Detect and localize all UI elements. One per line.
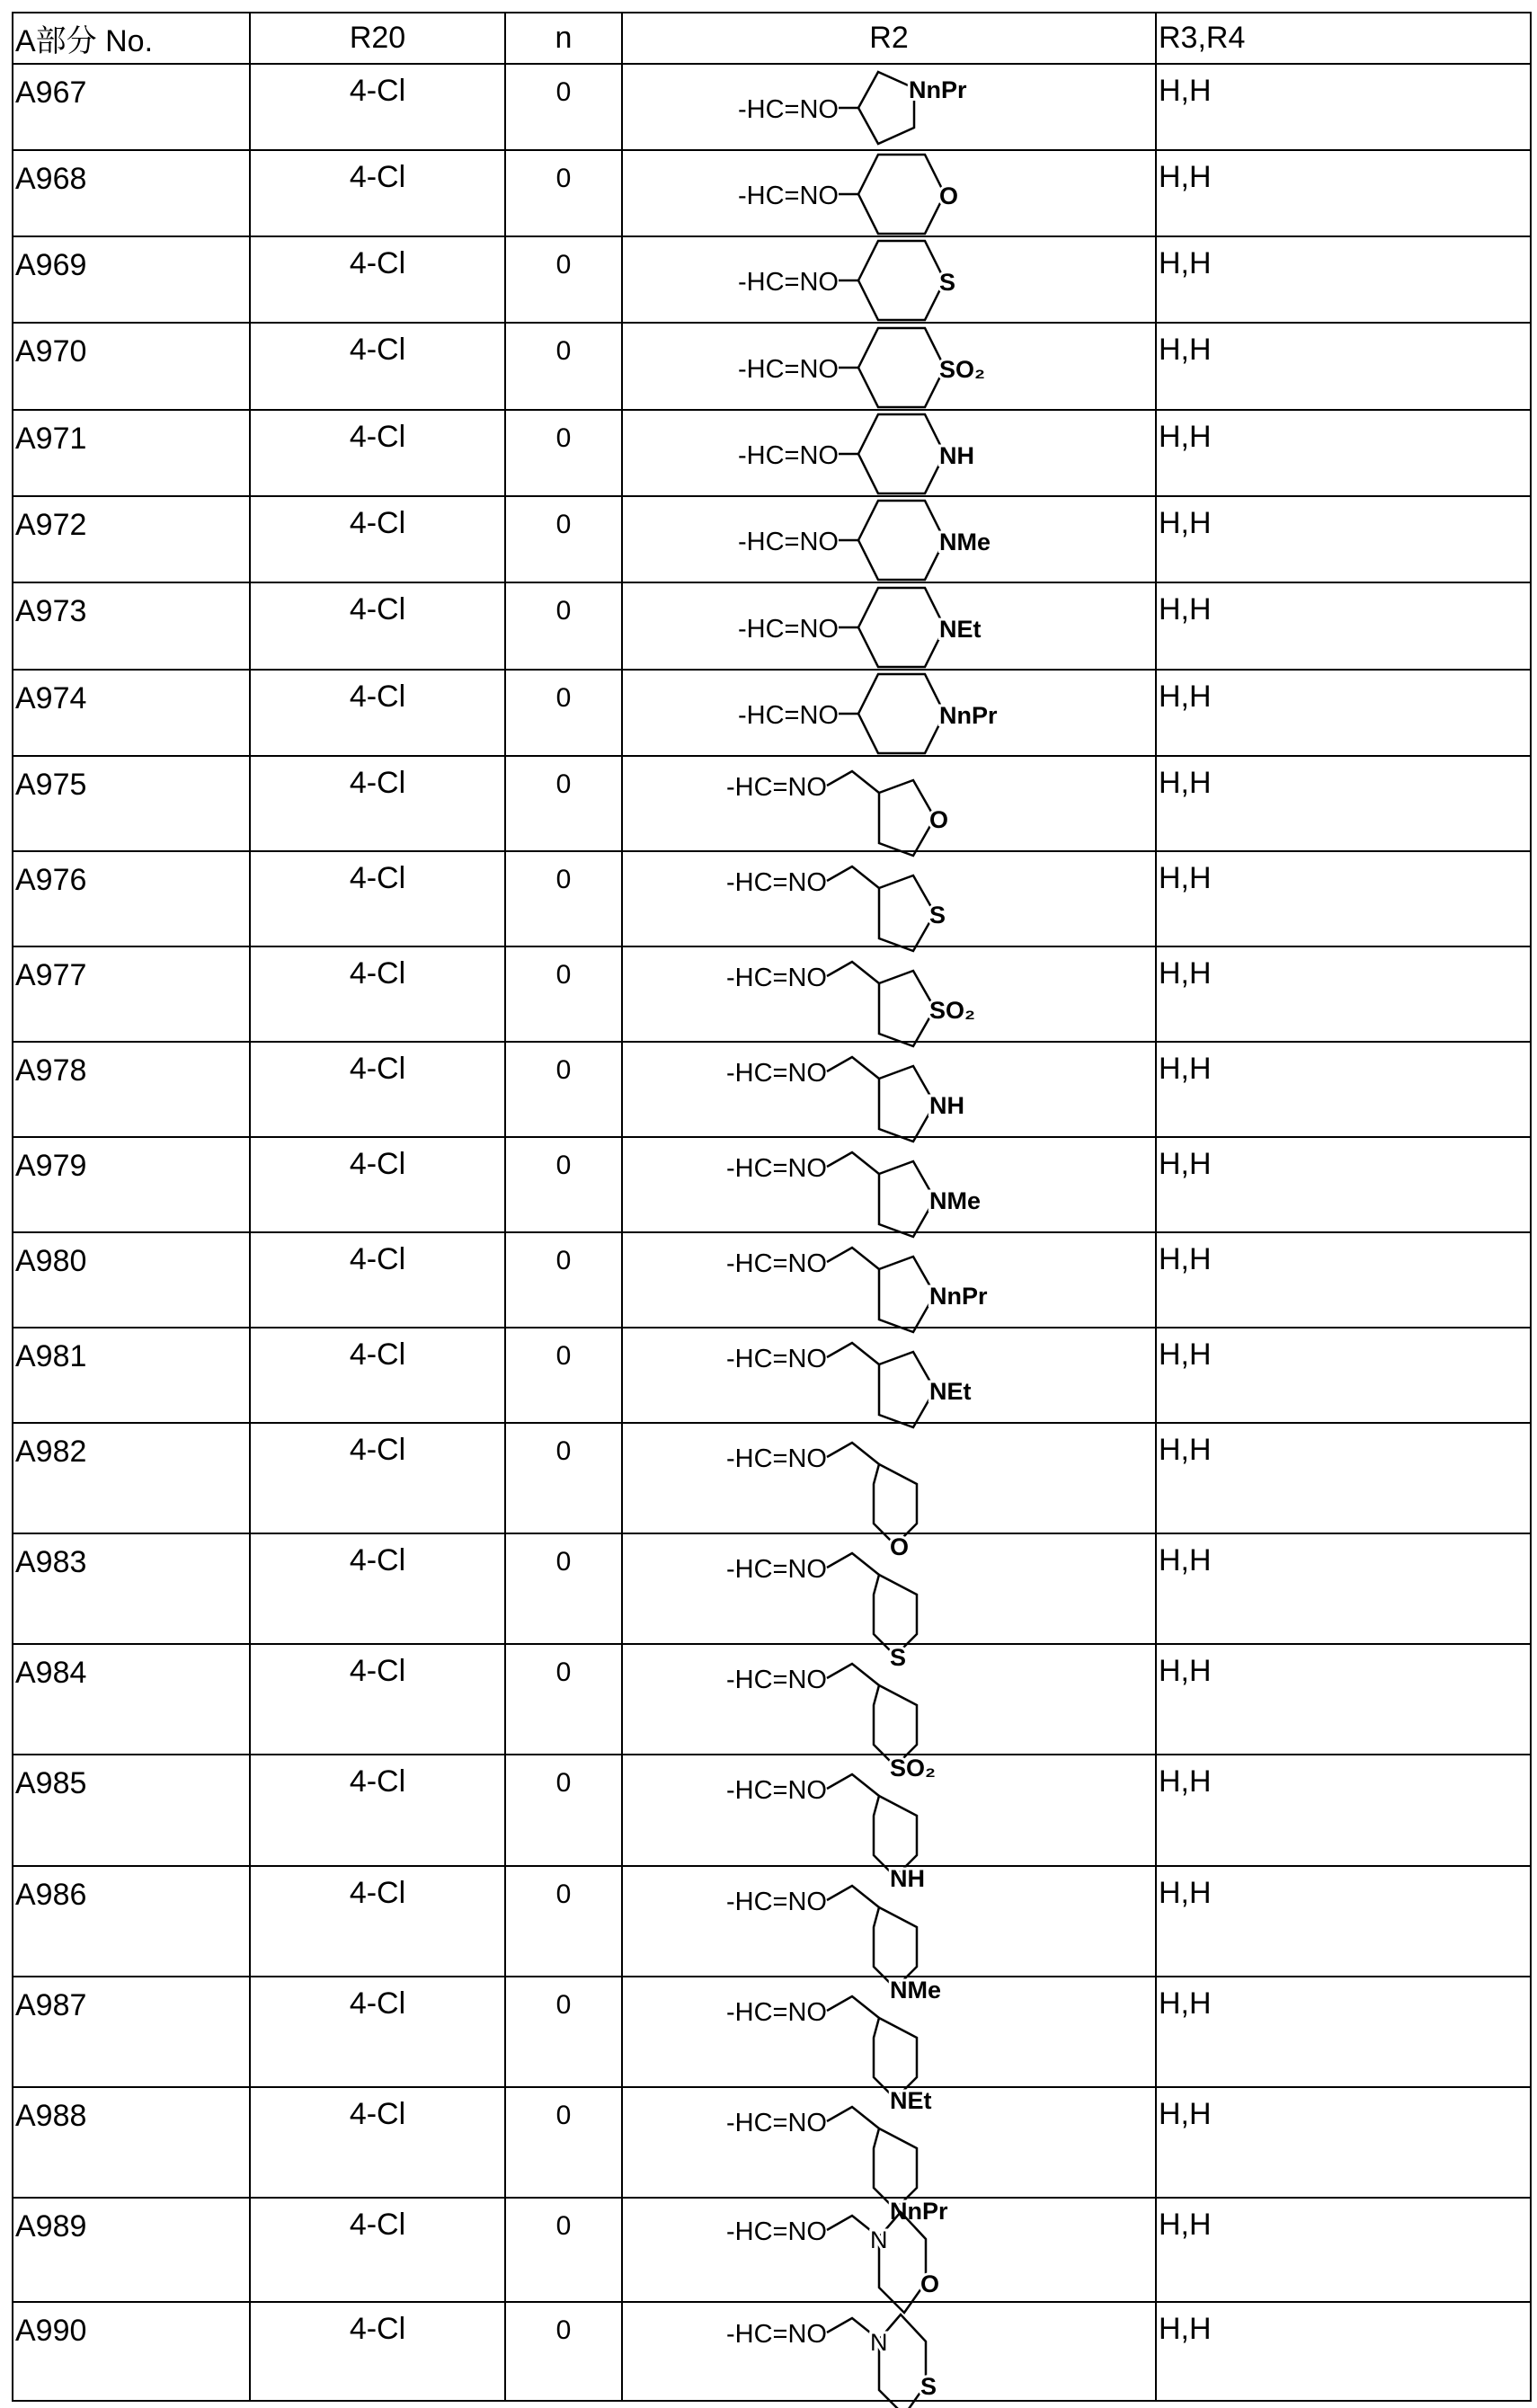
r20-value: 4-Cl [250,1328,505,1423]
oxime-prefix: -HC=NO [738,528,839,556]
r20-value: 4-Cl [250,670,505,756]
table-row [13,1644,1531,1755]
r20-value: 4-Cl [250,1232,505,1328]
ring-bonds [858,414,945,493]
compound-no: A971 [13,410,250,496]
table-row [13,2198,1531,2302]
r20-value: 4-Cl [250,1755,505,1866]
compound-no: A981 [13,1328,250,1423]
ring-bonds [858,674,945,753]
header-r3-r4: R3,R4 [1156,13,1531,64]
heteroatom-label: NMe [939,529,991,555]
oxime-prefix: -HC=NO [726,773,827,802]
r3-r4-value: H,H [1156,1533,1531,1644]
r3-r4-value: H,H [1156,1423,1531,1533]
r2-structure [622,1866,1156,1977]
oxime-prefix: -HC=NO [726,1249,827,1278]
n-value: 0 [505,1866,622,1977]
n-value: 0 [505,1328,622,1423]
compound-no: A987 [13,1977,250,2087]
structure-diagram [623,151,1157,234]
r20-value: 4-Cl [250,2198,505,2302]
r20-value: 4-Cl [250,946,505,1042]
oxime-prefix: -HC=NO [738,268,839,297]
r20-value: 4-Cl [250,582,505,670]
structure-diagram [623,1043,1157,1134]
r3-r4-value: H,H [1156,2302,1531,2401]
r20-value: 4-Cl [250,64,505,150]
oxime-prefix: -HC=NO [738,701,839,730]
r3-r4-value: H,H [1156,1042,1531,1137]
ring-bonds [858,588,945,667]
heteroatom-label: O [929,806,948,833]
r2-structure [622,670,1156,756]
bond-line [827,1664,879,1685]
bond-line [827,1443,879,1464]
r3-r4-value: H,H [1156,1328,1531,1423]
r2-structure [622,1644,1156,1755]
compound-no: A977 [13,946,250,1042]
r20-value: 4-Cl [250,1042,505,1137]
structure-diagram [623,757,1157,849]
r3-r4-value: H,H [1156,756,1531,851]
compound-no: A969 [13,236,250,323]
compound-no: A978 [13,1042,250,1137]
n-value: 0 [505,1232,622,1328]
structure-diagram [623,1424,1157,1531]
structure-diagram [623,497,1157,580]
r2-structure [622,323,1156,410]
ring-nitrogen-label: N [870,2329,888,2356]
r2-structure [622,1232,1156,1328]
n-value: 0 [505,670,622,756]
oxime-prefix: -HC=NO [738,182,839,210]
oxime-prefix: -HC=NO [726,868,827,897]
heteroatom-label: NnPr [909,76,967,103]
r2-structure [622,1042,1156,1137]
bond-line [827,1553,879,1575]
header-n: n [505,13,622,64]
r20-value: 4-Cl [250,496,505,582]
heteroatom-label: NH [939,442,974,469]
bond-line [827,1057,879,1079]
r20-value: 4-Cl [250,1137,505,1232]
oxime-prefix: -HC=NO [726,1444,827,1473]
bond-line [827,1886,879,1907]
oxime-prefix: -HC=NO [726,964,827,992]
oxime-prefix: -HC=NO [726,1345,827,1373]
ring-bonds [879,1257,935,1332]
oxime-prefix: -HC=NO [738,355,839,384]
r3-r4-value: H,H [1156,323,1531,410]
heteroatom-label: SO₂ [929,997,975,1024]
structure-diagram [623,1328,1157,1420]
header-row [13,13,1531,64]
oxime-prefix: -HC=NO [726,2217,827,2246]
n-value: 0 [505,410,622,496]
table-row [13,1977,1531,2087]
table-row [13,1328,1531,1423]
r3-r4-value: H,H [1156,1232,1531,1328]
n-value: 0 [505,582,622,670]
r3-r4-value: H,H [1156,1137,1531,1232]
r3-r4-value: H,H [1156,236,1531,323]
ring-bonds [879,1352,935,1427]
r20-value: 4-Cl [250,1533,505,1644]
n-value: 0 [505,756,622,851]
compound-no: A973 [13,582,250,670]
table-row [13,496,1531,582]
r2-structure [622,2302,1156,2401]
table-row [13,2302,1531,2401]
structure-diagram [623,1138,1157,1230]
heteroatom-label: S [929,902,946,929]
oxime-prefix: -HC=NO [738,441,839,470]
compound-no: A970 [13,323,250,410]
heteroatom-label: NnPr [939,702,998,729]
ring-nitrogen-label: N [870,2226,888,2253]
table-row [13,323,1531,410]
table-row [13,1423,1531,1533]
r20-value: 4-Cl [250,756,505,851]
oxime-prefix: -HC=NO [726,2109,827,2137]
r20-value: 4-Cl [250,323,505,410]
r2-structure [622,1423,1156,1533]
heteroatom-label: NH [890,1865,925,1892]
structure-diagram [623,411,1157,493]
ring-bonds [858,155,945,234]
oxime-prefix: -HC=NO [726,1154,827,1183]
ring-bonds [879,875,935,951]
bond-line [827,1248,879,1269]
heteroatom-label: NnPr [929,1283,988,1310]
compound-no: A982 [13,1423,250,1533]
r3-r4-value: H,H [1156,2087,1531,2198]
n-value: 0 [505,1533,622,1644]
heteroatom-label: NEt [939,616,982,643]
bond-line [827,866,879,888]
ring-bonds [879,1066,935,1142]
n-value: 0 [505,2087,622,2198]
r20-value: 4-Cl [250,2087,505,2198]
oxime-prefix: -HC=NO [726,1059,827,1088]
n-value: 0 [505,1755,622,1866]
r2-structure [622,410,1156,496]
r3-r4-value: H,H [1156,1866,1531,1977]
ring-bonds [879,1161,935,1237]
heteroatom-label: NEt [890,2087,932,2114]
oxime-prefix: -HC=NO [726,1666,827,1694]
r3-r4-value: H,H [1156,410,1531,496]
r20-value: 4-Cl [250,1644,505,1755]
compound-no: A972 [13,496,250,582]
heteroatom-label: SO₂ [939,356,985,383]
bond-line [827,771,879,793]
r20-value: 4-Cl [250,2302,505,2401]
table-row [13,756,1531,851]
ring-bonds [858,501,945,580]
structure-diagram [623,947,1157,1039]
n-value: 0 [505,2302,622,2401]
table-row [13,1866,1531,1977]
bond-line [827,1774,879,1796]
bond-line [827,1343,879,1364]
heteroatom-label: O [890,1533,909,1560]
r20-value: 4-Cl [250,236,505,323]
r2-structure [622,150,1156,236]
n-value: 0 [505,323,622,410]
table-row [13,2087,1531,2198]
r20-value: 4-Cl [250,150,505,236]
structure-diagram [623,2303,1157,2398]
header-no: A部分 No. [13,13,250,64]
r20-value: 4-Cl [250,1423,505,1533]
compound-no: A984 [13,1644,250,1755]
ring-bonds [879,971,935,1046]
r3-r4-value: H,H [1156,946,1531,1042]
compound-no: A980 [13,1232,250,1328]
r3-r4-value: H,H [1156,2198,1531,2302]
table-row [13,410,1531,496]
heteroatom-label: S [939,269,955,296]
r3-r4-value: H,H [1156,670,1531,756]
oxime-prefix: -HC=NO [738,615,839,644]
r2-structure [622,1977,1156,2087]
heteroatom-label: NH [929,1092,964,1119]
n-value: 0 [505,1977,622,2087]
heteroatom-label: O [920,2270,939,2297]
n-value: 0 [505,2198,622,2302]
compound-no: A985 [13,1755,250,1866]
r20-value: 4-Cl [250,1977,505,2087]
r2-structure [622,1533,1156,1644]
r2-structure [622,2198,1156,2302]
ring-bonds [858,241,945,320]
r20-value: 4-Cl [250,410,505,496]
table-row [13,64,1531,150]
ring-bonds [879,780,935,856]
r3-r4-value: H,H [1156,582,1531,670]
compound-no: A988 [13,2087,250,2198]
r3-r4-value: H,H [1156,1977,1531,2087]
heteroatom-label: NEt [929,1378,972,1405]
oxime-prefix: -HC=NO [726,2320,827,2349]
r2-structure [622,582,1156,670]
heteroatom-label: NMe [890,1977,941,2004]
compound-no: A990 [13,2302,250,2401]
compound-no: A975 [13,756,250,851]
table-row [13,946,1531,1042]
oxime-prefix: -HC=NO [726,1998,827,2027]
r3-r4-value: H,H [1156,64,1531,150]
compound-no: A989 [13,2198,250,2302]
r3-r4-value: H,H [1156,1644,1531,1755]
r20-value: 4-Cl [250,1866,505,1977]
table-row [13,1755,1531,1866]
structure-diagram [623,671,1157,753]
n-value: 0 [505,64,622,150]
r2-structure [622,851,1156,946]
r3-r4-value: H,H [1156,150,1531,236]
r2-structure [622,236,1156,323]
bond-line [827,1996,879,2018]
compound-no: A983 [13,1533,250,1644]
r2-structure [622,1137,1156,1232]
ring-bonds [858,328,945,407]
n-value: 0 [505,150,622,236]
r2-structure [622,1755,1156,1866]
n-value: 0 [505,236,622,323]
oxime-prefix: -HC=NO [726,1888,827,1916]
table-row [13,1137,1531,1232]
structure-diagram [623,583,1157,667]
n-value: 0 [505,1423,622,1533]
structure-diagram [623,324,1157,407]
table-row [13,1533,1531,1644]
r3-r4-value: H,H [1156,851,1531,946]
compound-no: A976 [13,851,250,946]
bond-line [827,1152,879,1174]
compound-no: A967 [13,64,250,150]
structure-diagram [623,65,1157,147]
r20-value: 4-Cl [250,851,505,946]
r2-structure [622,1328,1156,1423]
r2-structure [622,64,1156,150]
table-row [13,1042,1531,1137]
r2-structure [622,946,1156,1042]
r3-r4-value: H,H [1156,496,1531,582]
structure-diagram [623,852,1157,944]
compound-no: A986 [13,1866,250,1977]
structure-diagram [623,237,1157,320]
heteroatom-label: NnPr [890,2198,948,2225]
ring-bonds [858,72,914,144]
table-row [13,236,1531,323]
table-row [13,670,1531,756]
compound-no: A979 [13,1137,250,1232]
oxime-prefix: -HC=NO [726,1555,827,1584]
heteroatom-label: S [890,1644,906,1671]
r2-structure [622,496,1156,582]
table-row [13,150,1531,236]
structure-diagram [623,1233,1157,1325]
r2-structure [622,2087,1156,2198]
n-value: 0 [505,851,622,946]
compound-no: A968 [13,150,250,236]
bond-line [827,962,879,983]
heteroatom-label: S [920,2373,937,2400]
compound-no: A974 [13,670,250,756]
n-value: 0 [505,1042,622,1137]
n-value: 0 [505,1644,622,1755]
table-row [13,1232,1531,1328]
n-value: 0 [505,946,622,1042]
oxime-prefix: -HC=NO [738,95,839,124]
n-value: 0 [505,496,622,582]
heteroatom-label: NMe [929,1187,981,1214]
header-r20: R20 [250,13,505,64]
heteroatom-label: SO₂ [890,1755,936,1782]
r3-r4-value: H,H [1156,1755,1531,1866]
heteroatom-label: O [939,182,958,209]
n-value: 0 [505,1137,622,1232]
table-row [13,582,1531,670]
r2-structure [622,756,1156,851]
bond-line [827,2107,879,2128]
table-row [13,851,1531,946]
compound-table [12,12,1532,2402]
oxime-prefix: -HC=NO [726,1776,827,1805]
header-r2: R2 [622,13,1156,64]
